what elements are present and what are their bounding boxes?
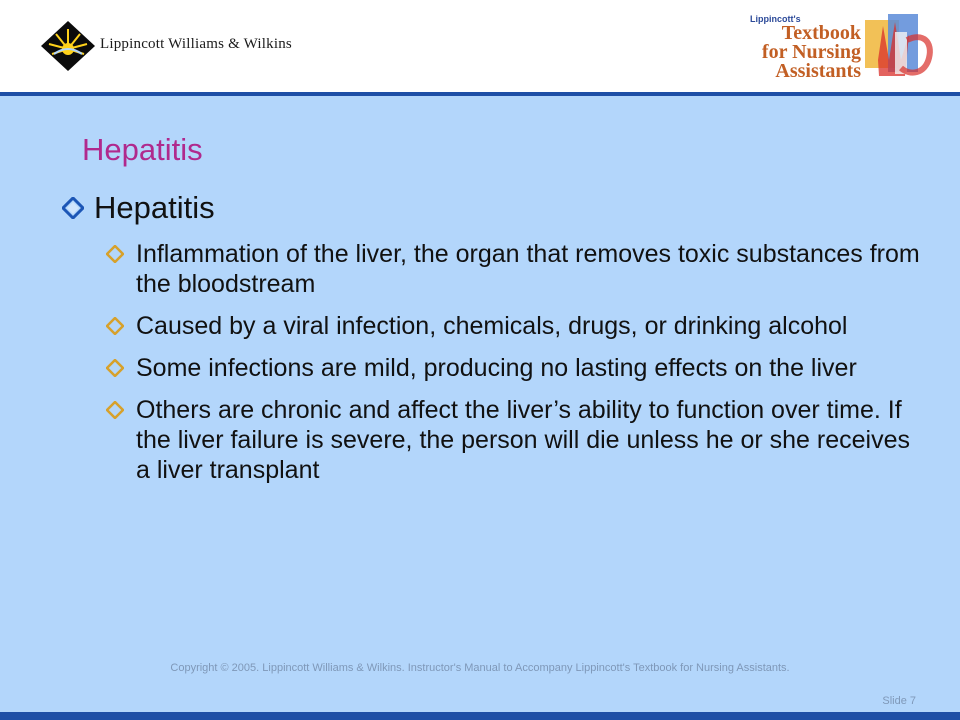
list-item-text: Inflammation of the liver, the organ that removes toxic substances from the bloodstream: [136, 240, 920, 298]
diamond-bullet-icon: [106, 245, 124, 263]
subbullet-list: [106, 239, 926, 497]
list-item: [106, 311, 926, 341]
list-item-text: Some infections are mild, producing no lasting effects on the liver: [136, 354, 857, 382]
diamond-bullet-icon: [106, 317, 124, 335]
footer-divider: [0, 712, 960, 720]
main-bullet-text: Hepatitis: [94, 190, 215, 225]
list-item: [106, 395, 926, 485]
publisher-name: Lippincott Williams & Wilkins: [100, 36, 292, 52]
slide-number: Slide 7: [882, 695, 916, 707]
copyright-footer: Copyright © 2005. Lippincott Williams & Wilkins. Instructor's Manual to Accompany Lippincott's Textbook for Nursing Assistants.: [170, 662, 790, 674]
diamond-bullet-icon: [62, 197, 84, 219]
list-item-text: Caused by a viral infection, chemicals, drugs, or drinking alcohol: [136, 312, 848, 340]
diamond-bullet-icon: [106, 359, 124, 377]
book-logo-kicker: Lippincott's: [750, 14, 801, 24]
list-item-text: Others are chronic and affect the liver’s ability to function over time. If the liver failure is severe, the person will die unless he or she receives a liver transplant: [136, 396, 910, 484]
slide-title: Hepatitis: [82, 132, 203, 167]
book-logo-title: Textbook for Nursing Assistants: [761, 22, 861, 82]
list-item: [106, 353, 926, 383]
diamond-bullet-icon: [106, 401, 124, 419]
list-item: [106, 239, 926, 299]
